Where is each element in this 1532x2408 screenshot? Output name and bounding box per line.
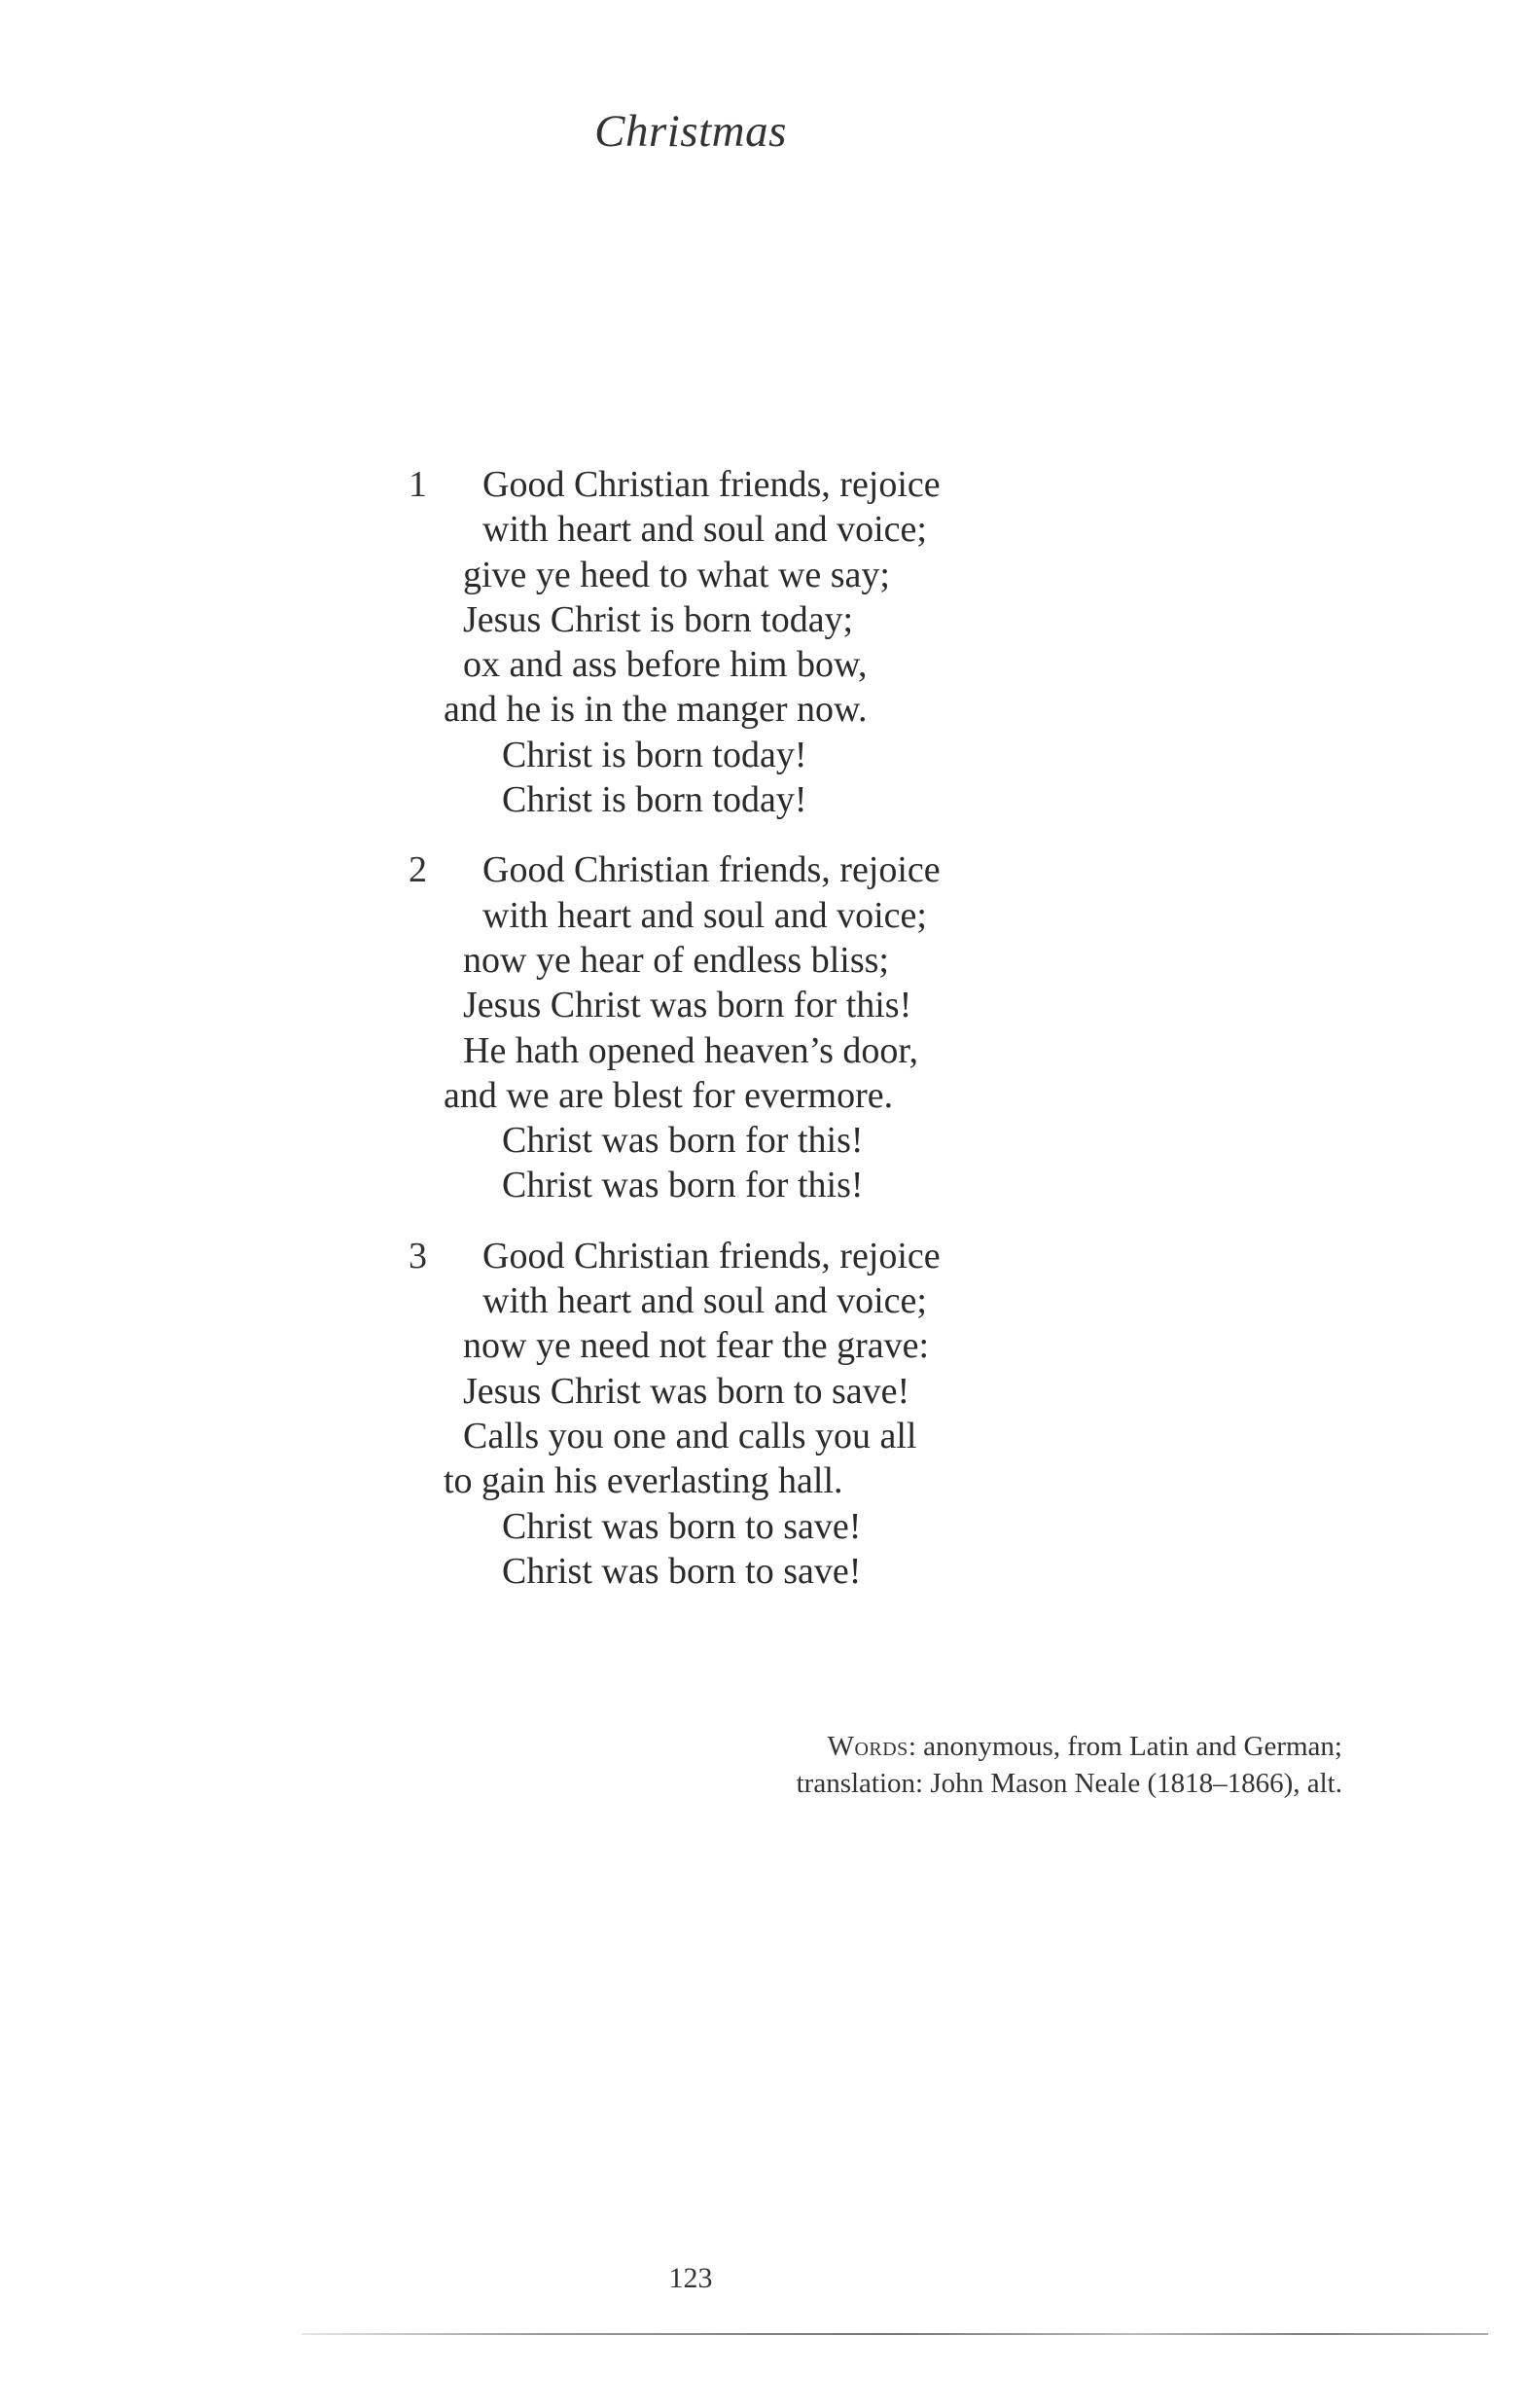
verse-line: Jesus Christ was born for this! — [463, 985, 912, 1026]
verse-line: with heart and soul and voice; — [482, 894, 927, 936]
verse-line: and he is in the manger now. — [444, 689, 868, 731]
hymn-verses — [409, 462, 1089, 1619]
refrain-line: Christ is born today! — [502, 779, 807, 821]
verse-line: now ye need not fear the grave: — [463, 1325, 930, 1367]
verse-number: 3 — [409, 1235, 427, 1276]
hymn-credits — [797, 1728, 1342, 1802]
verse-line: give ye heed to what we say; — [463, 554, 890, 595]
verse-3 — [409, 1234, 1089, 1594]
credits-translation-line: translation: John Mason Neale (1818–1866), alt. — [796, 1768, 1342, 1799]
verse-line: Jesus Christ is born today; — [463, 598, 854, 640]
credits-words-text: : anonymous, from Latin and German; — [908, 1731, 1342, 1762]
verse-line: with heart and soul and voice; — [482, 509, 927, 551]
verse-line: and we are blest for evermore. — [444, 1074, 894, 1116]
verse-line: to gain his everlasting hall. — [444, 1460, 843, 1502]
credits-label: Words — [827, 1731, 909, 1762]
verse-line: Jesus Christ was born to save! — [463, 1370, 910, 1412]
verse-line: Good Christian friends, rejoice — [482, 849, 941, 891]
verse-line: now ye hear of endless bliss; — [463, 939, 889, 981]
page-title: Christmas — [594, 106, 787, 157]
credits-words-line — [797, 1728, 1342, 1765]
verse-1 — [409, 462, 1089, 822]
verse-line: He hath opened heaven’s door, — [463, 1029, 919, 1071]
page-bottom-rule — [302, 2333, 1488, 2335]
verse-number: 2 — [409, 849, 427, 891]
refrain-line: Christ was born to save! — [502, 1505, 862, 1547]
refrain-line: Christ was born for this! — [502, 1165, 864, 1206]
refrain-line: Christ is born today! — [502, 734, 807, 775]
verse-line: Good Christian friends, rejoice — [482, 464, 941, 505]
verse-2 — [409, 847, 1089, 1207]
verse-line: with heart and soul and voice; — [482, 1280, 927, 1322]
verse-number: 1 — [409, 464, 427, 505]
refrain-line: Christ was born to save! — [502, 1550, 862, 1592]
verse-line: Good Christian friends, rejoice — [482, 1235, 941, 1276]
verse-line: ox and ass before him bow, — [463, 644, 868, 686]
refrain-line: Christ was born for this! — [502, 1120, 864, 1162]
page-number: 123 — [668, 2262, 713, 2294]
verse-line: Calls you one and calls you all — [463, 1415, 917, 1456]
